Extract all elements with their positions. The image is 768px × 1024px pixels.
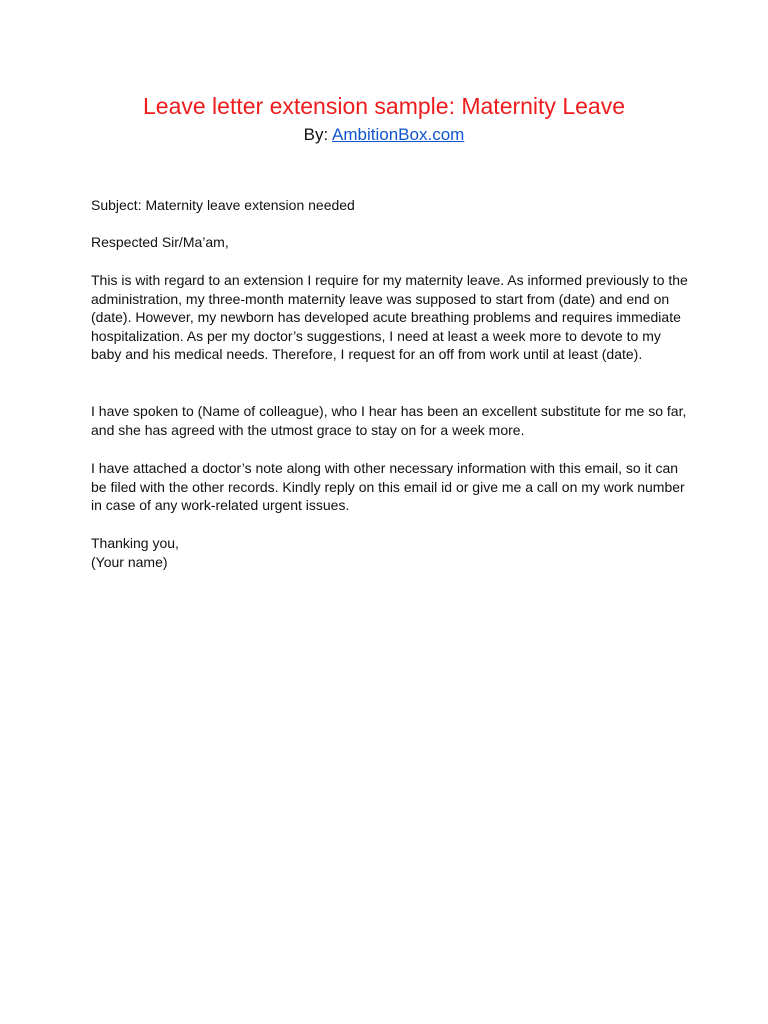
letter-salutation: Respected Sir/Ma’am, [91, 234, 229, 250]
byline [0, 125, 768, 145]
ambitionbox-link[interactable]: AmbitionBox.com [332, 125, 465, 144]
document-title: Leave letter extension sample: Maternity Leave [143, 93, 625, 119]
letter-paragraph-1: This is with regard to an extension I require for my maternity leave. As informed previously to the administration, my three-month maternity leave was supposed to start from (date) and end on (date). However, my newborn has developed acute breathing problems and requires immediate hospitalization. As per my doctor’s suggestions, I need at least a week more to devote to my baby and his medical needs. Therefore, I request for an off from work until at least (date). [91, 272, 688, 363]
letter-paragraph-2: I have spoken to (Name of colleague), who I hear has been an excellent substitute for me so far, and she has agreed with the utmost grace to stay on for a week more. [91, 403, 687, 438]
letter-closing: Thanking you, [91, 535, 179, 551]
letter-subject: Subject: Maternity leave extension needed [91, 197, 355, 213]
byline-prefix: By: [303, 125, 333, 144]
letter-paragraph-3: I have attached a doctor’s note along with other necessary information with this email, so it can be filed with the other records. Kindly reply on this email id or give me a call on my work number in case of any work-related urgent issues. [91, 460, 685, 514]
letter-signature: (Your name) [91, 554, 168, 570]
